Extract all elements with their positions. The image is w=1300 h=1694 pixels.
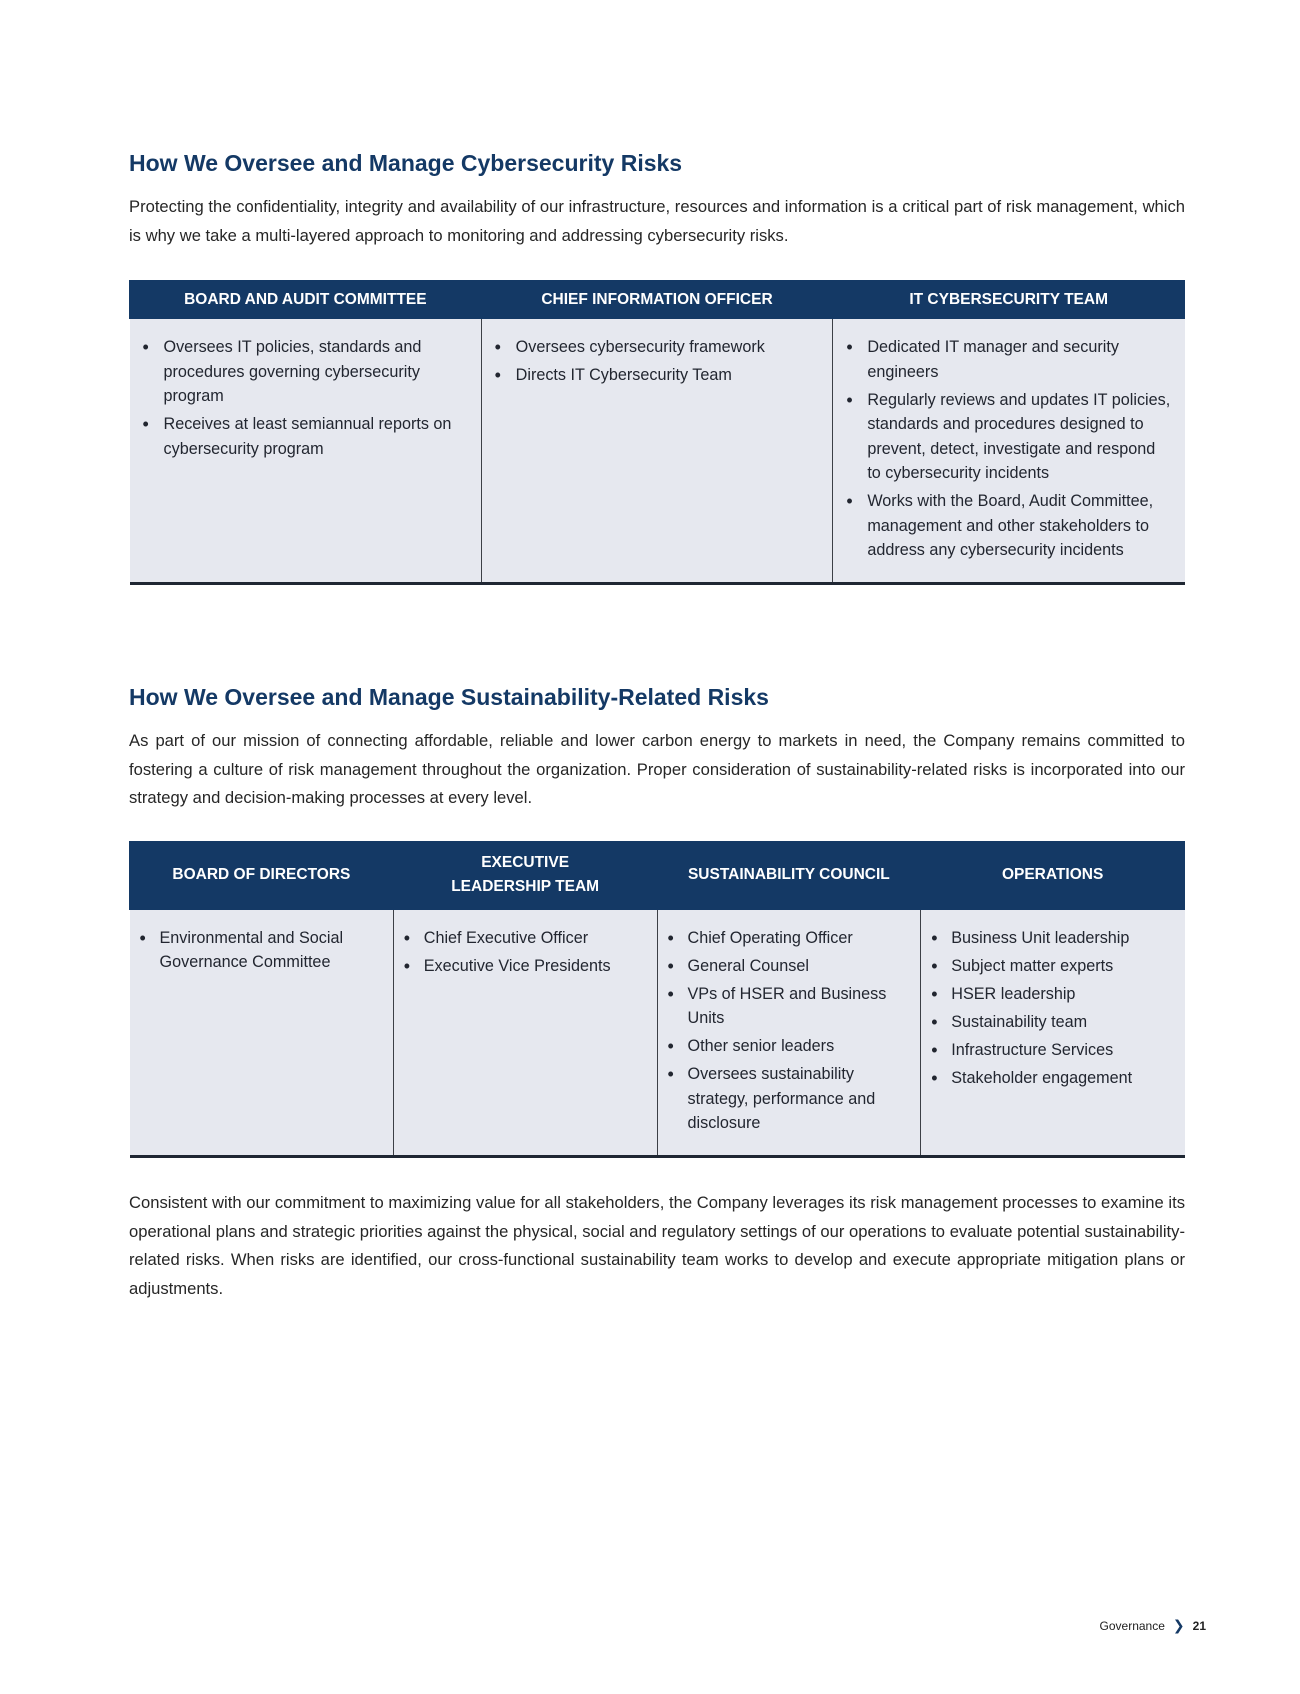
bullet-list	[931, 926, 1176, 1091]
table-cell	[657, 910, 921, 1157]
table-cell	[833, 319, 1185, 584]
list-item: • Business Unit leadership	[931, 926, 1176, 951]
cybersecurity-heading: How We Oversee and Manage Cybersecurity Risks	[129, 150, 683, 176]
bullet-list	[140, 926, 385, 975]
cybersecurity-section	[129, 148, 1185, 585]
chevron-right-icon[interactable]: ❯	[1172, 1617, 1185, 1633]
list-item: • General Counsel	[668, 954, 913, 979]
sustainability-section	[129, 682, 1185, 1303]
list-item: • VPs of HSER and Business Units	[668, 982, 913, 1031]
list-item: • Oversees cybersecurity framework	[495, 335, 821, 360]
list-item: • Works with the Board, Audit Committee, management and other stakeholders to address any cybersecurity incidents	[846, 489, 1172, 563]
bullet-list	[668, 926, 913, 1136]
list-item: • Receives at least semiannual reports on cybersecurity program	[143, 412, 469, 461]
bullet-list	[404, 926, 649, 979]
list-item: • Sustainability team	[931, 1010, 1176, 1035]
column-header: BOARD AND AUDIT COMMITTEE	[130, 280, 482, 319]
table-cell	[130, 319, 482, 584]
bullet-list	[495, 335, 821, 388]
cybersecurity-intro: Protecting the confidentiality, integrity and availability of our infrastructure, resources and information is a critical part of risk management, which is why we take a multi-layered approach to monitoring and addressing cybersecurity risks.	[129, 197, 1185, 245]
footer-section-link[interactable]: Governance	[1099, 1618, 1165, 1633]
column-header: OPERATIONS	[921, 841, 1185, 910]
list-item: • Chief Executive Officer	[404, 926, 649, 951]
table-cell	[921, 910, 1185, 1157]
list-item: • HSER leadership	[931, 982, 1176, 1007]
table-cell	[481, 319, 833, 584]
list-item: • Subject matter experts	[931, 954, 1176, 979]
list-item: • Regularly reviews and updates IT policies, standards and procedures designed to prevent, detect, investigate and respond to cybersecurity incidents	[846, 388, 1172, 486]
list-item: • Oversees IT policies, standards and procedures governing cybersecurity program	[143, 335, 469, 409]
table-cell	[130, 910, 394, 1157]
bullet-list	[143, 335, 469, 461]
list-item: • Directs IT Cybersecurity Team	[495, 363, 821, 388]
sustainability-heading: How We Oversee and Manage Sustainability-Related Risks	[129, 684, 769, 710]
column-header: BOARD OF DIRECTORS	[130, 841, 394, 910]
cybersecurity-table	[129, 280, 1185, 585]
list-item: • Dedicated IT manager and security engineers	[846, 335, 1172, 384]
page-number: 21	[1192, 1618, 1206, 1633]
list-item: • Other senior leaders	[668, 1034, 913, 1059]
list-item: • Executive Vice Presidents	[404, 954, 649, 979]
list-item: • Environmental and Social Governance Committee	[140, 926, 385, 975]
bullet-list	[846, 335, 1172, 563]
column-header: EXECUTIVE LEADERSHIP TEAM	[393, 841, 657, 910]
column-header: IT CYBERSECURITY TEAM	[833, 280, 1185, 319]
sustainability-intro: As part of our mission of connecting affordable, reliable and lower carbon energy to markets in need, the Company remains committed to fostering a culture of risk management throughout the organization. Proper consideration of sustainability-related risks is incorporated into our strategy and decision-making processes at every level.	[129, 731, 1185, 807]
sustainability-table	[129, 841, 1185, 1159]
page-footer	[1100, 1617, 1206, 1634]
column-header: CHIEF INFORMATION OFFICER	[481, 280, 833, 319]
list-item: • Oversees sustainability strategy, performance and disclosure	[668, 1062, 913, 1136]
table-cell	[393, 910, 657, 1157]
list-item: • Infrastructure Services	[931, 1038, 1176, 1063]
column-header: SUSTAINABILITY COUNCIL	[657, 841, 921, 910]
list-item: • Stakeholder engagement	[931, 1066, 1176, 1091]
sustainability-closing: Consistent with our commitment to maximizing value for all stakeholders, the Company leverages its risk management processes to examine its operational plans and strategic priorities against the physical, social and regulatory settings of our operations to evaluate potential sustainability-related risks. When risks are identified, our cross-functional sustainability team works to develop and execute appropriate mitigation plans or adjustments.	[129, 1193, 1185, 1298]
list-item: • Chief Operating Officer	[668, 926, 913, 951]
